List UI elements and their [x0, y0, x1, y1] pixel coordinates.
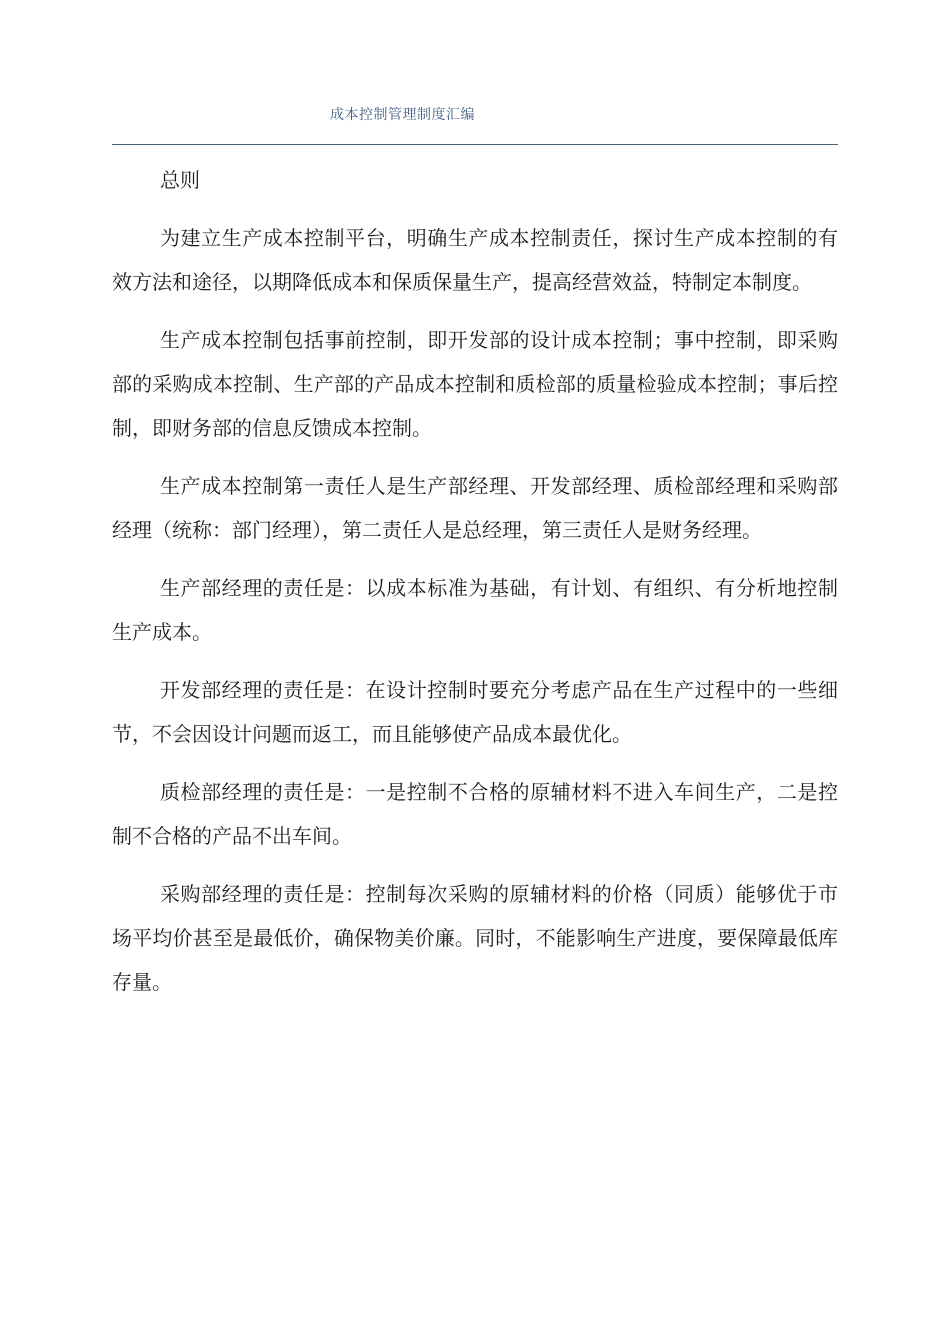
section-title: 总则 — [160, 168, 200, 192]
paragraph-development-manager: 开发部经理的责任是：在设计控制时要充分考虑产品在生产过程中的一些细节，不会因设计问题而返工，而且能够使产品成本最优化。 — [112, 678, 838, 746]
paragraph-scope: 生产成本控制包括事前控制，即开发部的设计成本控制；事中控制，即采购部的采购成本控制、生产部的产品成本控制和质检部的质量检验成本控制；事后控制，即财务部的信息反馈成本控制。 — [112, 328, 838, 440]
paragraph-purchasing-manager: 采购部经理的责任是：控制每次采购的原辅材料的价格（同质）能够优于市场平均价甚至是最低价，确保物美价廉。同时，不能影响生产进度，要保障最低库存量。 — [112, 882, 838, 994]
paragraph-responsible-persons: 生产成本控制第一责任人是生产部经理、开发部经理、质检部经理和采购部经理（统称：部门经理），第二责任人是总经理，第三责任人是财务经理。 — [112, 474, 838, 542]
document-body — [112, 160, 838, 1018]
header-title: 成本控制管理制度汇编 — [330, 107, 475, 123]
paragraph-quality-manager: 质检部经理的责任是：一是控制不合格的原辅材料不进入车间生产，二是控制不合格的产品不出车间。 — [112, 780, 838, 848]
page-header — [112, 96, 838, 145]
paragraph-production-manager: 生产部经理的责任是：以成本标准为基础，有计划、有组织、有分析地控制生产成本。 — [112, 576, 838, 644]
paragraph-purpose: 为建立生产成本控制平台，明确生产成本控制责任，探讨生产成本控制的有效方法和途径，以期降低成本和保质保量生产，提高经营效益，特制定本制度。 — [112, 226, 838, 294]
